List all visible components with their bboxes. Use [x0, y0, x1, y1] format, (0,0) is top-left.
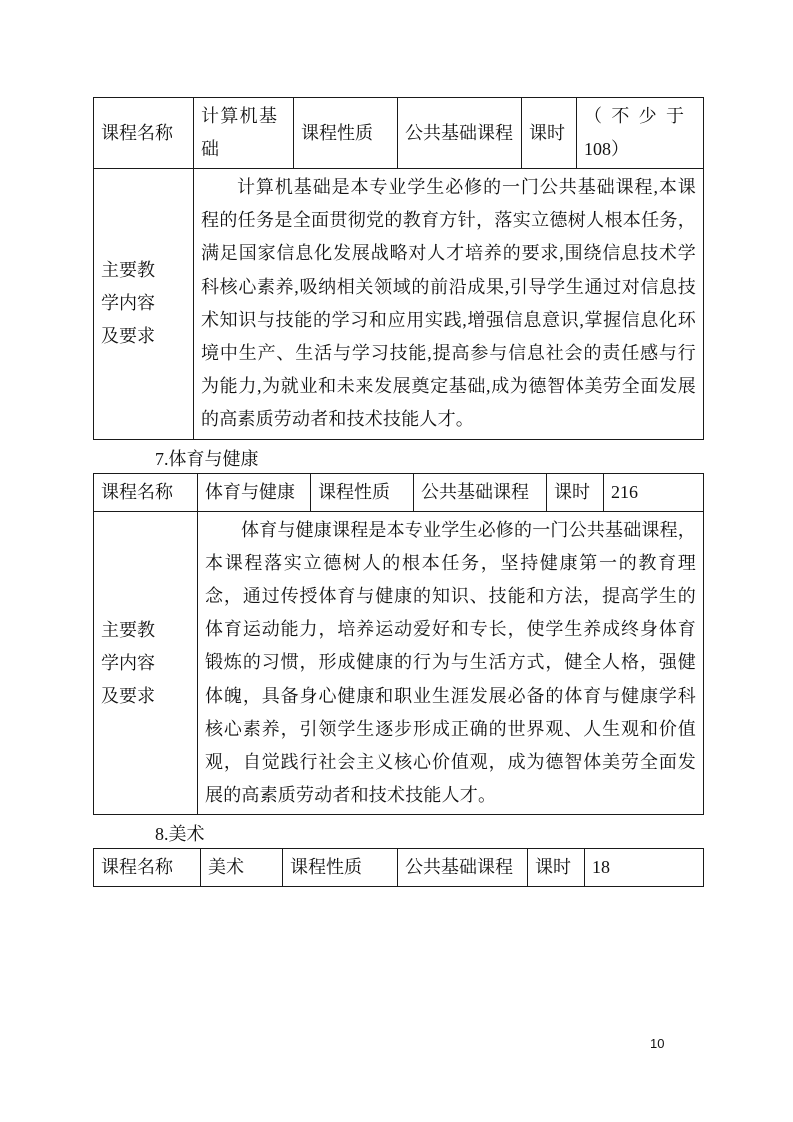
course-hours-value: 216: [604, 473, 704, 511]
course-content-row: [94, 511, 704, 815]
content-requirements-label: [94, 511, 198, 815]
course-name-value: 美术: [201, 849, 283, 887]
course-nature-label: 课程性质: [294, 98, 398, 169]
course-nature-label: 课程性质: [283, 849, 398, 887]
page-number: 10: [650, 1036, 665, 1051]
course-description-text: 计算机基础是本专业学生必修的一门公共基础课程,本课程的任务是全面贯彻党的教育方针，落实立德树人根本任务，满足国家信息化发展战略对人才培养的要求,围绕信息技术学科核心素养,吸纳相关领域的前沿成果,引导学生通过对信息技术知识与技能的学习和应用实践,增强信息意识,掌握信息化环境中生产、生活与学习技能,提高参与信息社会的责任感与行为能力,为就业和未来发展奠定基础,成为德智体美劳全面发展的高素质劳动者和技术技能人才。: [201, 177, 696, 430]
section-heading-art: 8.美术: [155, 824, 205, 845]
course-table-pe-health: [93, 473, 704, 816]
course-name-label: 课程名称: [94, 849, 201, 887]
course-content-row: [94, 169, 704, 440]
page-content: [93, 97, 705, 887]
section-heading-pe: 7.体育与健康: [155, 448, 259, 469]
course-description-text: 体育与健康课程是本专业学生必修的一门公共基础课程，本课程落实立德树人的根本任务，坚持健康第一的教育理念，通过传授体育与健康的知识、技能和方法，提高学生的体育运动能力，培养运动爱好和专长，使学生养成终身体育锻炼的习惯，形成健康的行为与生活方式，健全人格，强健体魄，具备身心健康和职业生涯发展必备的体育与健康学科核心素养，引领学生逐步形成正确的世界观、人生观和价值观，自觉践行社会主义核心价值观，成为德智体美劳全面发展的高素质劳动者和技术技能人才。: [205, 519, 696, 806]
course-description-cell: [194, 169, 704, 440]
course-name-label: 课程名称: [94, 473, 198, 511]
course-header-row: [94, 473, 704, 511]
content-requirements-label-text: 主要教学内容及要求: [101, 619, 155, 706]
course-nature-value: 公共基础课程: [398, 98, 522, 169]
course-header-row: [94, 849, 704, 887]
course-hours-label: 课时: [547, 473, 604, 511]
content-requirements-label: [94, 169, 194, 440]
course-hours-value: 18: [585, 849, 704, 887]
course-name-value: [194, 98, 294, 169]
course-hours-text: （不少于108）: [584, 106, 684, 159]
content-requirements-label-text: 主要教学内容及要求: [101, 260, 155, 347]
course-nature-label: 课程性质: [311, 473, 414, 511]
course-table-art: [93, 848, 704, 887]
course-name-text: 计算机基础: [201, 106, 277, 159]
course-nature-value: 公共基础课程: [414, 473, 547, 511]
course-header-row: [94, 98, 704, 169]
course-hours-label: 课时: [528, 849, 585, 887]
course-nature-value: 公共基础课程: [398, 849, 528, 887]
course-table-computer-basics: [93, 97, 704, 440]
course-description-cell: [198, 511, 704, 815]
course-name-label: 课程名称: [94, 98, 194, 169]
course-hours-label: 课时: [522, 98, 577, 169]
course-hours-value: [577, 98, 704, 169]
course-name-value: 体育与健康: [198, 473, 311, 511]
